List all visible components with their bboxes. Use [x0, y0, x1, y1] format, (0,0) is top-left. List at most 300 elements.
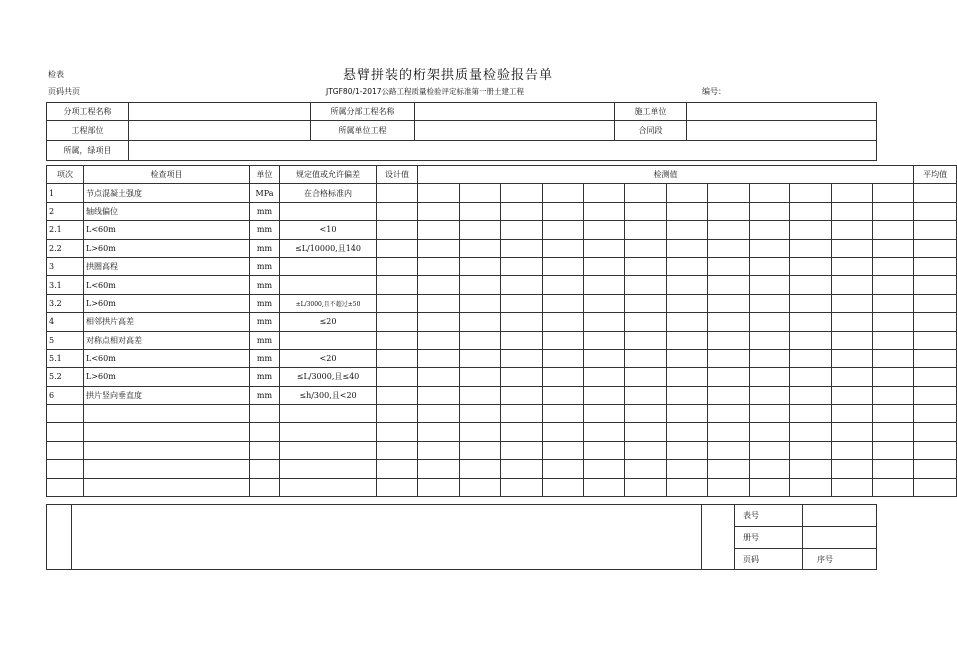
measured-cell[interactable] — [501, 221, 543, 239]
measured-cell[interactable] — [708, 405, 750, 423]
item-no-cell: 6 — [47, 386, 84, 404]
item-no-cell: 3 — [47, 257, 84, 275]
unit-cell: mm — [250, 202, 280, 220]
measured-cell[interactable] — [790, 313, 832, 331]
measured-cell[interactable] — [460, 441, 501, 459]
measured-cell[interactable] — [832, 202, 873, 220]
measured-cell[interactable] — [873, 386, 914, 404]
measured-cell[interactable] — [543, 368, 584, 386]
measured-cell[interactable] — [543, 294, 584, 312]
measured-cell[interactable] — [584, 423, 625, 441]
measured-cell[interactable] — [460, 257, 501, 275]
measured-cell[interactable] — [543, 202, 584, 220]
sub-project-value[interactable] — [129, 103, 311, 121]
measured-cell[interactable] — [750, 405, 790, 423]
measured-cell[interactable] — [790, 184, 832, 202]
division-project-value[interactable] — [415, 103, 615, 121]
design-value-cell[interactable] — [377, 294, 418, 312]
measured-cell[interactable] — [625, 441, 667, 459]
design-value-cell[interactable] — [377, 331, 418, 349]
measured-cell[interactable] — [708, 239, 750, 257]
measured-cell[interactable] — [873, 313, 914, 331]
inspect-item-cell — [84, 441, 250, 459]
measured-cell[interactable] — [873, 239, 914, 257]
measured-cell[interactable] — [501, 294, 543, 312]
average-cell[interactable] — [914, 349, 957, 367]
measured-cell[interactable] — [667, 221, 708, 239]
measured-cell[interactable] — [501, 313, 543, 331]
measured-cell[interactable] — [832, 239, 873, 257]
unit-cell: mm — [250, 313, 280, 331]
measured-cell[interactable] — [667, 276, 708, 294]
measured-cell[interactable] — [543, 313, 584, 331]
measured-cell[interactable] — [750, 441, 790, 459]
footer-left-cell — [47, 505, 72, 570]
item-no-cell — [47, 478, 84, 496]
inspection-table — [46, 165, 957, 497]
measured-cell[interactable] — [584, 184, 625, 202]
measured-cell[interactable] — [790, 460, 832, 478]
measured-cell[interactable] — [750, 294, 790, 312]
measured-cell[interactable] — [501, 239, 543, 257]
spec-cell: <10 — [280, 221, 377, 239]
contractor-value[interactable] — [687, 103, 877, 121]
measured-cell[interactable] — [418, 239, 460, 257]
measured-cell[interactable] — [667, 294, 708, 312]
measured-cell[interactable] — [501, 423, 543, 441]
measured-cell[interactable] — [418, 460, 460, 478]
design-value-cell[interactable] — [377, 368, 418, 386]
measured-cell[interactable] — [418, 349, 460, 367]
measured-cell[interactable] — [750, 368, 790, 386]
measured-cell[interactable] — [708, 423, 750, 441]
measured-cell[interactable] — [790, 349, 832, 367]
measured-cell[interactable] — [873, 221, 914, 239]
measured-cell[interactable] — [708, 349, 750, 367]
measured-cell[interactable] — [873, 276, 914, 294]
item-no-cell: 2.1 — [47, 221, 84, 239]
inspect-item-cell: 对称点相对高差 — [84, 331, 250, 349]
measured-cell[interactable] — [790, 331, 832, 349]
design-value-cell[interactable] — [377, 257, 418, 275]
measured-cell[interactable] — [501, 460, 543, 478]
measured-cell[interactable] — [460, 460, 501, 478]
measured-cell[interactable] — [708, 221, 750, 239]
measured-cell[interactable] — [543, 441, 584, 459]
belong-green-label: 所属，绿项目 — [47, 141, 129, 161]
measured-cell[interactable] — [543, 423, 584, 441]
measured-cell[interactable] — [501, 202, 543, 220]
measured-cell[interactable] — [708, 441, 750, 459]
measured-cell[interactable] — [625, 478, 667, 496]
measured-cell[interactable] — [418, 478, 460, 496]
measured-cell[interactable] — [873, 349, 914, 367]
measured-cell[interactable] — [750, 460, 790, 478]
average-cell[interactable] — [914, 423, 957, 441]
average-cell[interactable] — [914, 239, 957, 257]
measured-cell[interactable] — [873, 331, 914, 349]
measured-cell[interactable] — [460, 349, 501, 367]
measured-cell[interactable] — [584, 239, 625, 257]
average-cell[interactable] — [914, 460, 957, 478]
measured-cell[interactable] — [708, 386, 750, 404]
measured-cell[interactable] — [708, 294, 750, 312]
measured-cell[interactable] — [667, 202, 708, 220]
measured-cell[interactable] — [418, 423, 460, 441]
table-row — [47, 349, 957, 367]
measured-cell[interactable] — [750, 313, 790, 331]
measured-cell[interactable] — [501, 184, 543, 202]
measured-cell[interactable] — [790, 239, 832, 257]
measured-cell[interactable] — [873, 478, 914, 496]
measured-cell[interactable] — [750, 331, 790, 349]
measured-cell[interactable] — [584, 368, 625, 386]
measured-cell[interactable] — [790, 386, 832, 404]
measured-cell[interactable] — [790, 221, 832, 239]
measured-cell[interactable] — [584, 294, 625, 312]
measured-cell[interactable] — [708, 313, 750, 331]
measured-cell[interactable] — [418, 276, 460, 294]
measured-cell[interactable] — [832, 441, 873, 459]
average-cell[interactable] — [914, 184, 957, 202]
measured-cell[interactable] — [501, 257, 543, 275]
belong-green-value[interactable] — [129, 141, 877, 161]
spec-cell: ±L/3000,且不超过±50 — [280, 294, 377, 312]
measured-cell[interactable] — [790, 294, 832, 312]
measured-cell[interactable] — [543, 184, 584, 202]
measured-cell[interactable] — [625, 184, 667, 202]
measured-cell[interactable] — [750, 184, 790, 202]
measured-cell[interactable] — [832, 184, 873, 202]
measured-cell[interactable] — [832, 313, 873, 331]
unit-cell: mm — [250, 276, 280, 294]
measured-cell[interactable] — [501, 386, 543, 404]
measured-cell[interactable] — [708, 368, 750, 386]
measured-cell[interactable] — [460, 368, 501, 386]
measured-cell[interactable] — [667, 423, 708, 441]
average-cell[interactable] — [914, 331, 957, 349]
measured-cell[interactable] — [790, 405, 832, 423]
design-value-cell[interactable] — [377, 221, 418, 239]
measured-cell[interactable] — [460, 294, 501, 312]
volume-no-value[interactable] — [803, 527, 877, 549]
design-value-cell[interactable] — [377, 349, 418, 367]
design-value-cell[interactable] — [377, 441, 418, 459]
table-row — [47, 239, 957, 257]
design-value-cell[interactable] — [377, 313, 418, 331]
measured-cell[interactable] — [667, 460, 708, 478]
measured-cell[interactable] — [708, 276, 750, 294]
measured-cell[interactable] — [501, 478, 543, 496]
measured-cell[interactable] — [543, 239, 584, 257]
measured-cell[interactable] — [501, 405, 543, 423]
unit-cell — [250, 460, 280, 478]
measured-cell[interactable] — [790, 202, 832, 220]
measured-cell[interactable] — [501, 441, 543, 459]
measured-cell[interactable] — [501, 276, 543, 294]
measured-cell[interactable] — [460, 202, 501, 220]
measured-cell[interactable] — [667, 184, 708, 202]
measured-cell[interactable] — [832, 460, 873, 478]
spec-cell — [280, 331, 377, 349]
table-row — [47, 221, 957, 239]
table-row — [47, 386, 957, 404]
measured-cell[interactable] — [625, 276, 667, 294]
measured-cell[interactable] — [667, 441, 708, 459]
measured-cell[interactable] — [873, 405, 914, 423]
measured-cell[interactable] — [790, 441, 832, 459]
measured-cell[interactable] — [543, 276, 584, 294]
measured-cell[interactable] — [832, 349, 873, 367]
measured-cell[interactable] — [832, 294, 873, 312]
average-cell[interactable] — [914, 441, 957, 459]
measured-cell[interactable] — [584, 405, 625, 423]
measured-cell[interactable] — [832, 257, 873, 275]
table-no-label: 表号 — [735, 505, 803, 527]
measured-cell[interactable] — [584, 441, 625, 459]
measured-cell[interactable] — [625, 368, 667, 386]
inspect-item-cell: L>60m — [84, 239, 250, 257]
measured-cell[interactable] — [543, 478, 584, 496]
measured-cell[interactable] — [584, 221, 625, 239]
design-value-cell[interactable] — [377, 184, 418, 202]
measured-cell[interactable] — [418, 257, 460, 275]
design-value-cell[interactable] — [377, 239, 418, 257]
measured-cell[interactable] — [584, 460, 625, 478]
measured-cell[interactable] — [750, 239, 790, 257]
inspection-rows — [47, 184, 957, 497]
spec-cell — [280, 441, 377, 459]
measured-cell[interactable] — [625, 386, 667, 404]
measured-cell[interactable] — [750, 276, 790, 294]
table-row — [47, 202, 957, 220]
measured-cell[interactable] — [790, 276, 832, 294]
measured-cell[interactable] — [667, 257, 708, 275]
measured-cell[interactable] — [667, 349, 708, 367]
unit-cell: mm — [250, 257, 280, 275]
col-spec: 规定值或允许偏差 — [280, 166, 377, 184]
measured-cell[interactable] — [543, 221, 584, 239]
design-value-cell[interactable] — [377, 478, 418, 496]
measured-cell[interactable] — [584, 478, 625, 496]
measured-cell[interactable] — [708, 460, 750, 478]
unit-cell: mm — [250, 294, 280, 312]
measured-cell[interactable] — [460, 478, 501, 496]
measured-cell[interactable] — [625, 460, 667, 478]
item-no-cell — [47, 441, 84, 459]
unit-project-value[interactable] — [415, 121, 615, 141]
measured-cell[interactable] — [625, 313, 667, 331]
measured-cell[interactable] — [418, 313, 460, 331]
measured-cell[interactable] — [832, 368, 873, 386]
measured-cell[interactable] — [418, 331, 460, 349]
measured-cell[interactable] — [625, 202, 667, 220]
measured-cell[interactable] — [873, 257, 914, 275]
item-no-cell: 1 — [47, 184, 84, 202]
measured-cell[interactable] — [873, 184, 914, 202]
measured-cell[interactable] — [543, 257, 584, 275]
unit-cell — [250, 478, 280, 496]
measured-cell[interactable] — [750, 221, 790, 239]
average-cell[interactable] — [914, 276, 957, 294]
measured-cell[interactable] — [460, 423, 501, 441]
average-cell[interactable] — [914, 405, 957, 423]
measured-cell[interactable] — [501, 331, 543, 349]
measured-cell[interactable] — [584, 202, 625, 220]
measured-cell[interactable] — [584, 276, 625, 294]
measured-cell[interactable] — [501, 349, 543, 367]
measured-cell[interactable] — [418, 202, 460, 220]
measured-cell[interactable] — [832, 221, 873, 239]
measured-cell[interactable] — [873, 423, 914, 441]
measured-cell[interactable] — [873, 202, 914, 220]
inspect-item-cell: L>60m — [84, 368, 250, 386]
measured-cell[interactable] — [832, 276, 873, 294]
page-count-label: 页码共页 — [48, 87, 80, 96]
measured-cell[interactable] — [708, 257, 750, 275]
seq-no-label: 序号 — [803, 549, 877, 570]
average-cell[interactable] — [914, 386, 957, 404]
measured-cell[interactable] — [543, 331, 584, 349]
measured-cell[interactable] — [543, 405, 584, 423]
unit-cell — [250, 441, 280, 459]
spec-cell — [280, 405, 377, 423]
design-value-cell[interactable] — [377, 405, 418, 423]
measured-cell[interactable] — [750, 478, 790, 496]
average-cell[interactable] — [914, 478, 957, 496]
measured-cell[interactable] — [625, 423, 667, 441]
measured-cell[interactable] — [750, 423, 790, 441]
measured-cell[interactable] — [708, 478, 750, 496]
contract-section-value[interactable] — [687, 121, 877, 141]
table-row — [47, 423, 957, 441]
design-value-cell[interactable] — [377, 460, 418, 478]
inspect-item-cell: L<60m — [84, 221, 250, 239]
measured-cell[interactable] — [790, 478, 832, 496]
measured-cell[interactable] — [584, 349, 625, 367]
measured-cell[interactable] — [873, 460, 914, 478]
table-row — [47, 405, 957, 423]
measured-cell[interactable] — [873, 441, 914, 459]
inspect-item-cell: 拱片竖向垂直度 — [84, 386, 250, 404]
engineering-dept-value[interactable] — [129, 121, 311, 141]
measured-cell[interactable] — [667, 331, 708, 349]
average-cell[interactable] — [914, 221, 957, 239]
standard-reference: JTGF80/1-2017公路工程质量检验评定标准第一册土建工程 — [326, 87, 525, 96]
measured-cell[interactable] — [873, 294, 914, 312]
measured-cell[interactable] — [460, 239, 501, 257]
measured-cell[interactable] — [460, 313, 501, 331]
measured-cell[interactable] — [625, 239, 667, 257]
measured-cell[interactable] — [625, 257, 667, 275]
measured-cell[interactable] — [832, 478, 873, 496]
measured-cell[interactable] — [460, 184, 501, 202]
measured-cell[interactable] — [750, 349, 790, 367]
measured-cell[interactable] — [667, 368, 708, 386]
design-value-cell[interactable] — [377, 202, 418, 220]
sub-project-label: 分项工程名称 — [47, 103, 129, 121]
page-code-label: 页码 — [735, 549, 803, 570]
measured-cell[interactable] — [625, 405, 667, 423]
measured-cell[interactable] — [750, 386, 790, 404]
measured-cell[interactable] — [501, 368, 543, 386]
measured-cell[interactable] — [832, 386, 873, 404]
measured-cell[interactable] — [873, 368, 914, 386]
average-cell[interactable] — [914, 368, 957, 386]
spec-cell: 在合格标准内 — [280, 184, 377, 202]
measured-cell[interactable] — [625, 221, 667, 239]
measured-cell[interactable] — [584, 257, 625, 275]
measured-cell[interactable] — [667, 313, 708, 331]
measured-cell[interactable] — [667, 386, 708, 404]
measured-cell[interactable] — [667, 405, 708, 423]
measured-cell[interactable] — [543, 349, 584, 367]
measured-cell[interactable] — [460, 276, 501, 294]
measured-cell[interactable] — [418, 386, 460, 404]
measured-cell[interactable] — [543, 460, 584, 478]
measured-cell[interactable] — [418, 221, 460, 239]
table-no-value[interactable] — [803, 505, 877, 527]
measured-cell[interactable] — [418, 294, 460, 312]
measured-cell[interactable] — [750, 202, 790, 220]
division-project-label: 所属分部工程名称 — [311, 103, 415, 121]
measured-cell[interactable] — [543, 386, 584, 404]
contractor-label: 施工单位 — [615, 103, 687, 121]
measured-cell[interactable] — [418, 184, 460, 202]
measured-cell[interactable] — [708, 202, 750, 220]
measured-cell[interactable] — [667, 239, 708, 257]
design-value-cell[interactable] — [377, 423, 418, 441]
measured-cell[interactable] — [418, 368, 460, 386]
inspect-item-cell: 节点混凝土强度 — [84, 184, 250, 202]
measured-cell[interactable] — [418, 405, 460, 423]
page-title: 悬臂拼装的桁架拱质量检验报告单 — [343, 68, 554, 83]
measured-cell[interactable] — [418, 441, 460, 459]
unit-cell: mm — [250, 386, 280, 404]
design-value-cell[interactable] — [377, 276, 418, 294]
measured-cell[interactable] — [790, 257, 832, 275]
measured-cell[interactable] — [460, 405, 501, 423]
item-no-cell — [47, 423, 84, 441]
footer-remarks-cell[interactable] — [72, 505, 702, 570]
measured-cell[interactable] — [832, 423, 873, 441]
item-no-cell: 3.1 — [47, 276, 84, 294]
measured-cell[interactable] — [790, 423, 832, 441]
measured-cell[interactable] — [460, 386, 501, 404]
measured-cell[interactable] — [832, 331, 873, 349]
measured-cell[interactable] — [584, 386, 625, 404]
design-value-cell[interactable] — [377, 386, 418, 404]
measured-cell[interactable] — [625, 331, 667, 349]
unit-cell: mm — [250, 331, 280, 349]
measured-cell[interactable] — [625, 294, 667, 312]
measured-cell[interactable] — [584, 331, 625, 349]
measured-cell[interactable] — [790, 368, 832, 386]
measured-cell[interactable] — [460, 331, 501, 349]
measured-cell[interactable] — [667, 478, 708, 496]
average-cell[interactable] — [914, 202, 957, 220]
measured-cell[interactable] — [708, 331, 750, 349]
average-cell[interactable] — [914, 294, 957, 312]
measured-cell[interactable] — [750, 257, 790, 275]
average-cell[interactable] — [914, 313, 957, 331]
measured-cell[interactable] — [832, 405, 873, 423]
measured-cell[interactable] — [708, 184, 750, 202]
measured-cell[interactable] — [460, 221, 501, 239]
measured-cell[interactable] — [584, 313, 625, 331]
measured-cell[interactable] — [625, 349, 667, 367]
average-cell[interactable] — [914, 257, 957, 275]
